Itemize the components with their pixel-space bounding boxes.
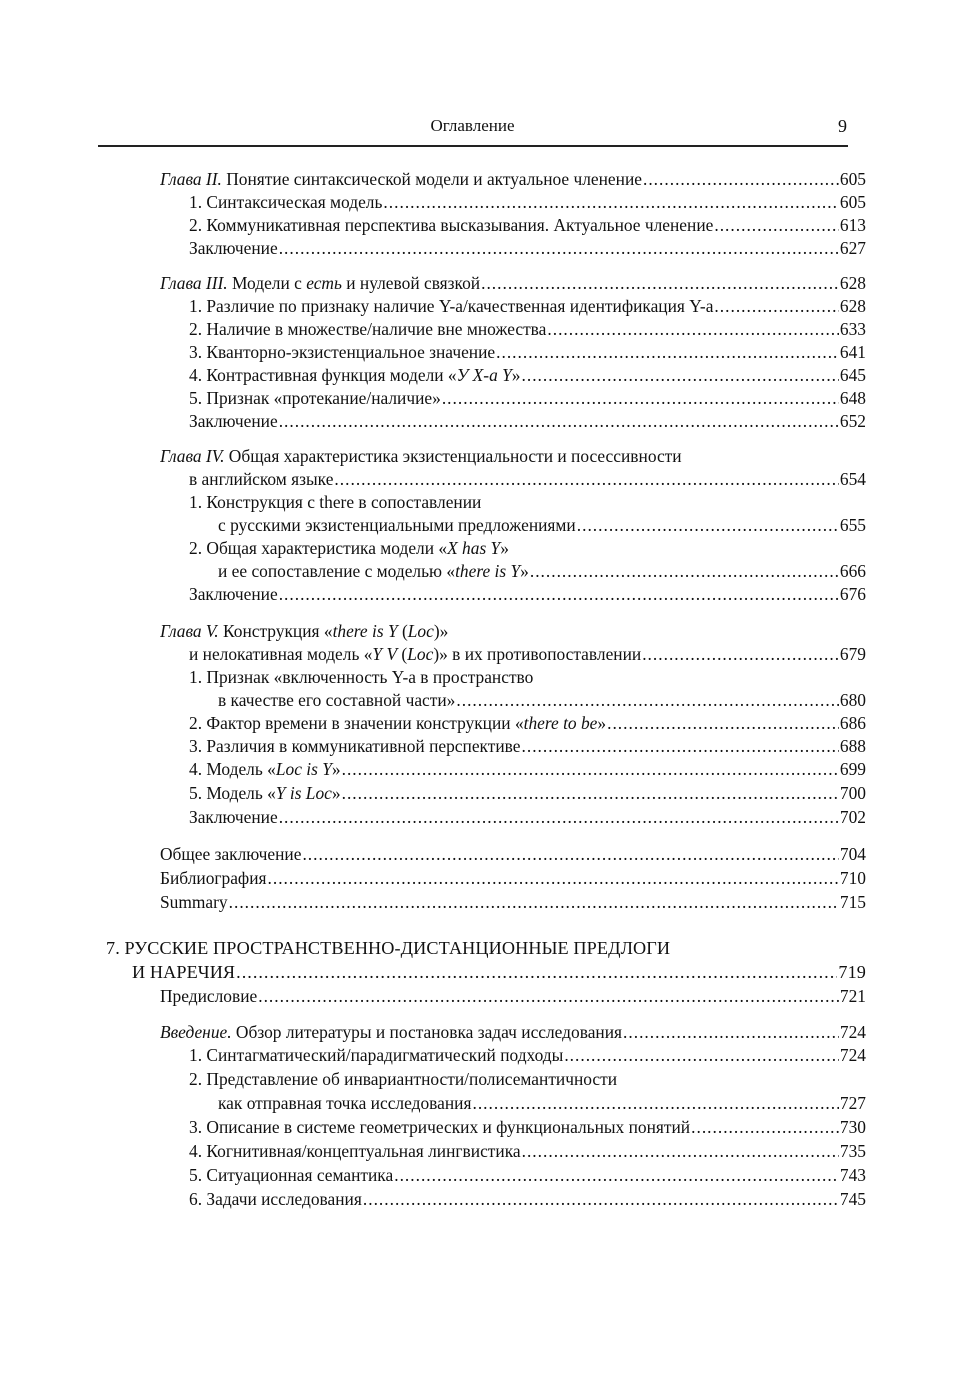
leader-dots [258,985,839,1008]
entry-title-emphasis: есть [306,273,342,293]
leader-dots [714,214,839,237]
entry-page: 641 [839,342,866,362]
entry-title: Библиография [160,868,267,888]
entry-title-emphasis: Loc is Y [275,759,332,779]
entry-title-emphasis: there to be [523,713,598,733]
entry-title: 3. Кванторно-экзистенциальное значение [189,342,496,362]
entry-page: 745 [839,1189,866,1209]
entry-page: 735 [839,1141,866,1161]
leader-dots [530,560,839,583]
toc-entry-intro-4[interactable] [189,1140,866,1163]
entry-page: 628 [839,296,866,316]
entry-title: Обзор литературы и постановка задач исследования [231,1022,623,1042]
toc-entry-5-3[interactable] [189,735,866,758]
toc-entry-intro-2[interactable] [218,1092,866,1115]
entry-page: 666 [839,561,866,581]
running-header [98,114,847,140]
entry-title-emphasis: У Х-а Y [456,365,512,385]
toc-entry-5-5[interactable] [189,782,866,805]
toc-entry-general-conclusion[interactable] [160,843,866,866]
entry-page: 724 [839,1045,866,1065]
entry-page: 655 [839,515,866,535]
part-title: 7. РУССКИЕ ПРОСТРАНСТВЕННО-ДИСТАНЦИОННЫЕ ПРЕДЛОГИ [106,938,671,958]
entry-page: 699 [839,759,866,779]
entry-title-part: ( [397,644,408,664]
leader-dots [522,1140,839,1163]
entry-title: Предисловие [160,986,258,1006]
entry-title: 2. Наличие в множестве/наличие вне множества [189,319,547,339]
entry-title: Общее заключение [160,844,302,864]
leader-dots [481,272,839,295]
leader-dots [607,712,839,735]
entry-page: 627 [839,238,866,258]
toc-entry-intro-6[interactable] [189,1188,866,1211]
part-title-continuation: И НАРЕЧИЯ [132,962,236,982]
entry-title-continuation: как отправная точка исследования [218,1093,472,1113]
entry-title-part: и ее сопоставление с моделью « [218,561,456,581]
entry-title-emphasis: X has Y [447,538,501,558]
entry-title-part: 2. Фактор времени в значении конструкции « [189,713,524,733]
toc-entry-3-1[interactable] [189,295,866,318]
entry-title: Заключение [189,584,278,604]
entry-title-part: » [331,759,341,779]
entry-title: 2. Коммуникативная перспектива высказывания. Актуальное членение [189,215,714,235]
leader-dots [383,191,838,214]
leader-dots [714,295,838,318]
leader-dots [334,468,838,491]
toc-entry-5-conclusion[interactable] [189,806,866,829]
entry-title-part: Конструкция « [218,621,333,641]
entry-title: Заключение [189,238,278,258]
entry-title-part: » [520,561,529,581]
leader-dots [642,643,839,666]
entry-page: 724 [839,1022,866,1042]
leader-dots [643,168,839,191]
leader-dots [522,364,839,387]
entry-title-part: » [597,713,607,733]
toc-entry-4-conclusion[interactable] [189,583,866,606]
entry-title-part: ( [397,621,408,641]
entry-title: 3. Различия в коммуникативной перспективе [189,736,521,756]
entry-page: 743 [839,1165,866,1185]
entry-title-emphasis: Loc [407,644,434,664]
leader-dots [522,735,839,758]
leader-dots [342,758,839,781]
entry-title-continuation: в английском языке [189,469,334,489]
leader-dots [279,237,839,260]
entry-title-emphasis: Y V [372,644,398,664]
entry-page: 680 [839,690,866,710]
leader-dots [442,387,839,410]
toc-entry-bibliography[interactable] [160,867,866,890]
toc-entry-5-1[interactable] [218,689,866,712]
toc-entry-intro-2-title [189,1068,866,1091]
entry-title: 6. Задачи исследования [189,1189,362,1209]
entry-page: 628 [839,273,866,293]
entry-page: 652 [839,411,866,431]
entry-title-part: » [500,538,509,558]
toc-entry-chapter-2[interactable] [160,168,866,191]
entry-title: 1. Признак «включенность Y-а в пространство [189,667,534,687]
leader-dots [236,961,837,984]
leader-dots [229,891,839,914]
toc-entry-5-1-title [189,666,866,689]
entry-title: 1. Различие по признаку наличие Y-а/качественная идентификация Y-а [189,296,714,316]
leader-dots [472,1092,838,1115]
entry-title-part: 5. Модель « [189,783,276,803]
toc-entry-4-1-title [189,491,866,514]
entry-page: 613 [839,215,866,235]
leader-dots [302,843,838,866]
chapter-label: Глава V. [160,621,219,641]
entry-title-part: » [511,365,521,385]
entry-page: 688 [839,736,866,756]
toc-entry-3-conclusion[interactable] [189,410,866,433]
leader-dots [268,867,839,890]
entry-title: 3. Описание в системе геометрических и функциональных понятий [189,1117,691,1137]
leader-dots [279,583,839,606]
leader-dots [623,1021,839,1044]
toc-entry-5-4[interactable] [189,758,866,781]
toc-entry-3-5[interactable] [189,387,866,410]
toc-entry-5-2[interactable] [189,712,866,735]
chapter-label: Глава II. [160,169,222,189]
entry-title-part: » [331,783,341,803]
entry-page: 730 [839,1117,866,1137]
entry-title: Заключение [189,411,278,431]
entry-title: 1. Синтагматический/парадигматический подходы [189,1045,564,1065]
entry-title: 5. Признак «протекание/наличие» [189,388,441,408]
entry-page: 715 [839,892,866,912]
toc-entry-3-3[interactable] [189,341,866,364]
chapter-label: Введение. [160,1022,232,1042]
toc-entry-4-2[interactable] [218,560,866,583]
header-rule [98,145,848,147]
toc-entry-chapter-5-title [160,620,866,643]
entry-page: 605 [839,192,866,212]
entry-page: 676 [839,584,866,604]
entry-title-part: 4. Контрастивная функция модели « [189,365,457,385]
toc-entry-part-7[interactable] [132,961,866,984]
entry-title-emphasis: there is Y [332,621,398,641]
entry-title-emphasis: Loc [407,621,434,641]
entry-page: 721 [839,986,866,1006]
toc-entry-4-1[interactable] [218,514,866,537]
toc-entry-intro-1[interactable] [189,1044,866,1067]
chapter-label: Глава III. [160,273,228,293]
entry-title-part: 4. Модель « [189,759,276,779]
entry-title: 2. Представление об инвариантности/полисемантичности [189,1069,618,1089]
entry-page: 645 [839,365,866,385]
leader-dots [363,1188,839,1211]
entry-title-part: и нелокативная модель « [189,644,373,664]
toc-entry-2-1[interactable] [189,191,866,214]
entry-page: 605 [839,169,866,189]
leader-dots [564,1044,839,1067]
toc-entry-4-2-title [189,537,866,560]
entry-title-part: и нулевой связкой [341,273,481,293]
entry-title-part: )» [433,621,449,641]
leader-dots [394,1164,839,1187]
entry-title: 1. Синтаксическая модель [189,192,383,212]
entry-page: 710 [839,868,866,888]
entry-title-emphasis: there is Y [455,561,521,581]
entry-title: 4. Когнитивная/концептуальная лингвистика [189,1141,521,1161]
toc-entry-preface[interactable] [160,985,866,1008]
entry-page: 702 [839,807,866,827]
leader-dots [342,782,839,805]
leader-dots [496,341,839,364]
entry-page: 654 [839,469,866,489]
leader-dots [547,318,839,341]
toc-entry-2-conclusion[interactable] [189,237,866,260]
header-title: Оглавление [430,116,515,135]
entry-title: Заключение [189,807,278,827]
leader-dots [691,1116,839,1139]
chapter-label: Глава IV. [160,446,225,466]
entry-title: 1. Конструкция с there в сопоставлении [189,492,482,512]
entry-page: 686 [839,713,866,733]
toc-entry-intro-3[interactable] [189,1116,866,1139]
leader-dots [577,514,839,537]
toc-entry-2-2[interactable] [189,214,866,237]
entry-title-emphasis: Y is Loc [275,783,332,803]
entry-page: 633 [839,319,866,339]
toc-entry-chapter-4[interactable] [189,468,866,491]
toc-entry-chapter-5[interactable] [189,643,866,666]
toc-entry-part-7-title [106,937,866,960]
entry-title-continuation: в качестве его составной части» [218,690,456,710]
entry-page: 700 [839,783,866,803]
toc-entry-intro-5[interactable] [189,1164,866,1187]
entry-page: 719 [838,962,866,982]
toc-entry-3-2[interactable] [189,318,866,341]
entry-title-continuation: с русскими экзистенциальными предложениями [218,515,576,535]
entry-title-part: )» в их противопоставлении [433,644,642,664]
toc-entry-chapter-4-title [160,445,866,468]
toc-entry-chapter-3[interactable] [160,272,866,295]
entry-title: Summary [160,892,228,912]
leader-dots [279,806,839,829]
leader-dots [456,689,839,712]
entry-title: Общая характеристика экзистенциальности и посессивности [224,446,682,466]
entry-page: 727 [839,1093,866,1113]
toc-entry-3-4[interactable] [189,364,866,387]
entry-title-part: 2. Общая характеристика модели « [189,538,448,558]
leader-dots [279,410,839,433]
entry-title-part: Модели с [227,273,307,293]
header-page-number: 9 [838,116,847,136]
toc-entry-summary[interactable] [160,891,866,914]
toc-entry-introduction[interactable] [160,1021,866,1044]
entry-title: Понятие синтаксической модели и актуальное членение [221,169,642,189]
entry-page: 648 [839,388,866,408]
entry-title: 5. Ситуационная семантика [189,1165,394,1185]
entry-page: 679 [839,644,866,664]
entry-page: 704 [839,844,866,864]
